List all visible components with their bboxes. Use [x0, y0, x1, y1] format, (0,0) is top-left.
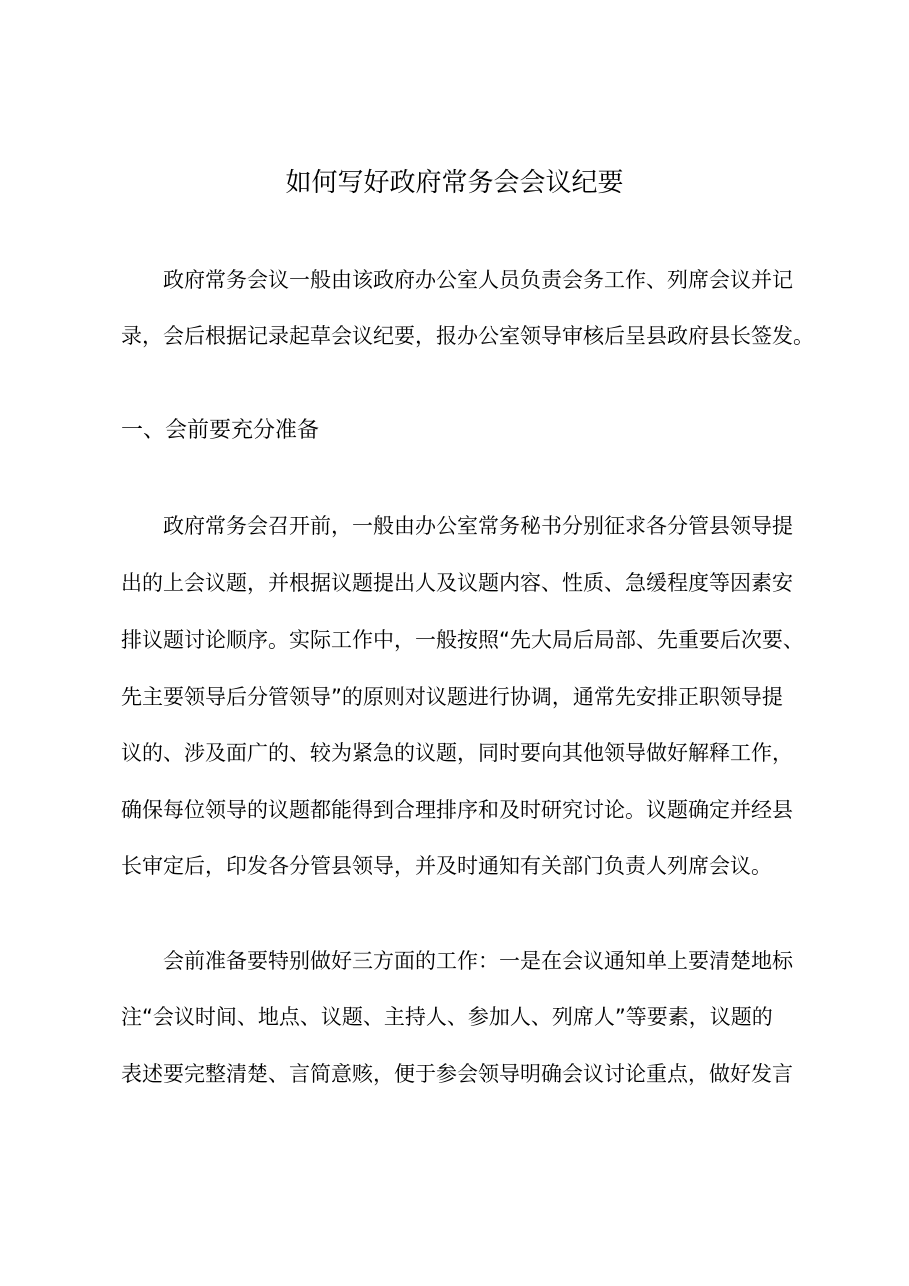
intro-line-2: 录，会后根据记录起草会议纪要，报办公室领导审核后呈县政府县长签发。 — [121, 324, 814, 348]
para1-line-2: 出的上会议题，并根据议题提出人及议题内容、性质、急缓程度等因素安 — [121, 571, 793, 595]
para1-line-4: 先主要领导后分管领导”的原则对议题进行协调，通常先安排正职领导提 — [121, 685, 783, 709]
para1-line-3: 排议题讨论顺序。实际工作中，一般按照“先大局后局部、先重要后次要、 — [121, 628, 804, 652]
intro-line-1: 政府常务会议一般由该政府办公室人员负责会务工作、列席会议并记 — [163, 268, 793, 292]
para1-line-1: 政府常务会召开前，一般由办公室常务秘书分别征求各分管县领导提 — [163, 514, 793, 538]
para1-line-7: 长审定后，印发各分管县领导，并及时通知有关部门负责人列席会议。 — [121, 854, 772, 878]
para2-line-3: 表述要完整清楚、言简意赅，便于参会领导明确会议讨论重点，做好发言 — [121, 1062, 793, 1086]
para1-line-5: 议的、涉及面广的、较为紧急的议题，同时要向其他领导做好解释工作， — [121, 741, 793, 765]
para2-line-1: 会前准备要特别做好三方面的工作：一是在会议通知单上要清楚地标 — [163, 949, 793, 973]
para2-line-2: 注“会议时间、地点、议题、主持人、参加人、列席人”等要素，议题的 — [121, 1005, 773, 1029]
para1-line-6: 确保每位领导的议题都能得到合理排序和及时研究讨论。议题确定并经县 — [121, 798, 793, 822]
document-title: 如何写好政府常务会会议纪要 — [285, 168, 624, 198]
section-heading-1: 一、会前要充分准备 — [121, 418, 320, 443]
